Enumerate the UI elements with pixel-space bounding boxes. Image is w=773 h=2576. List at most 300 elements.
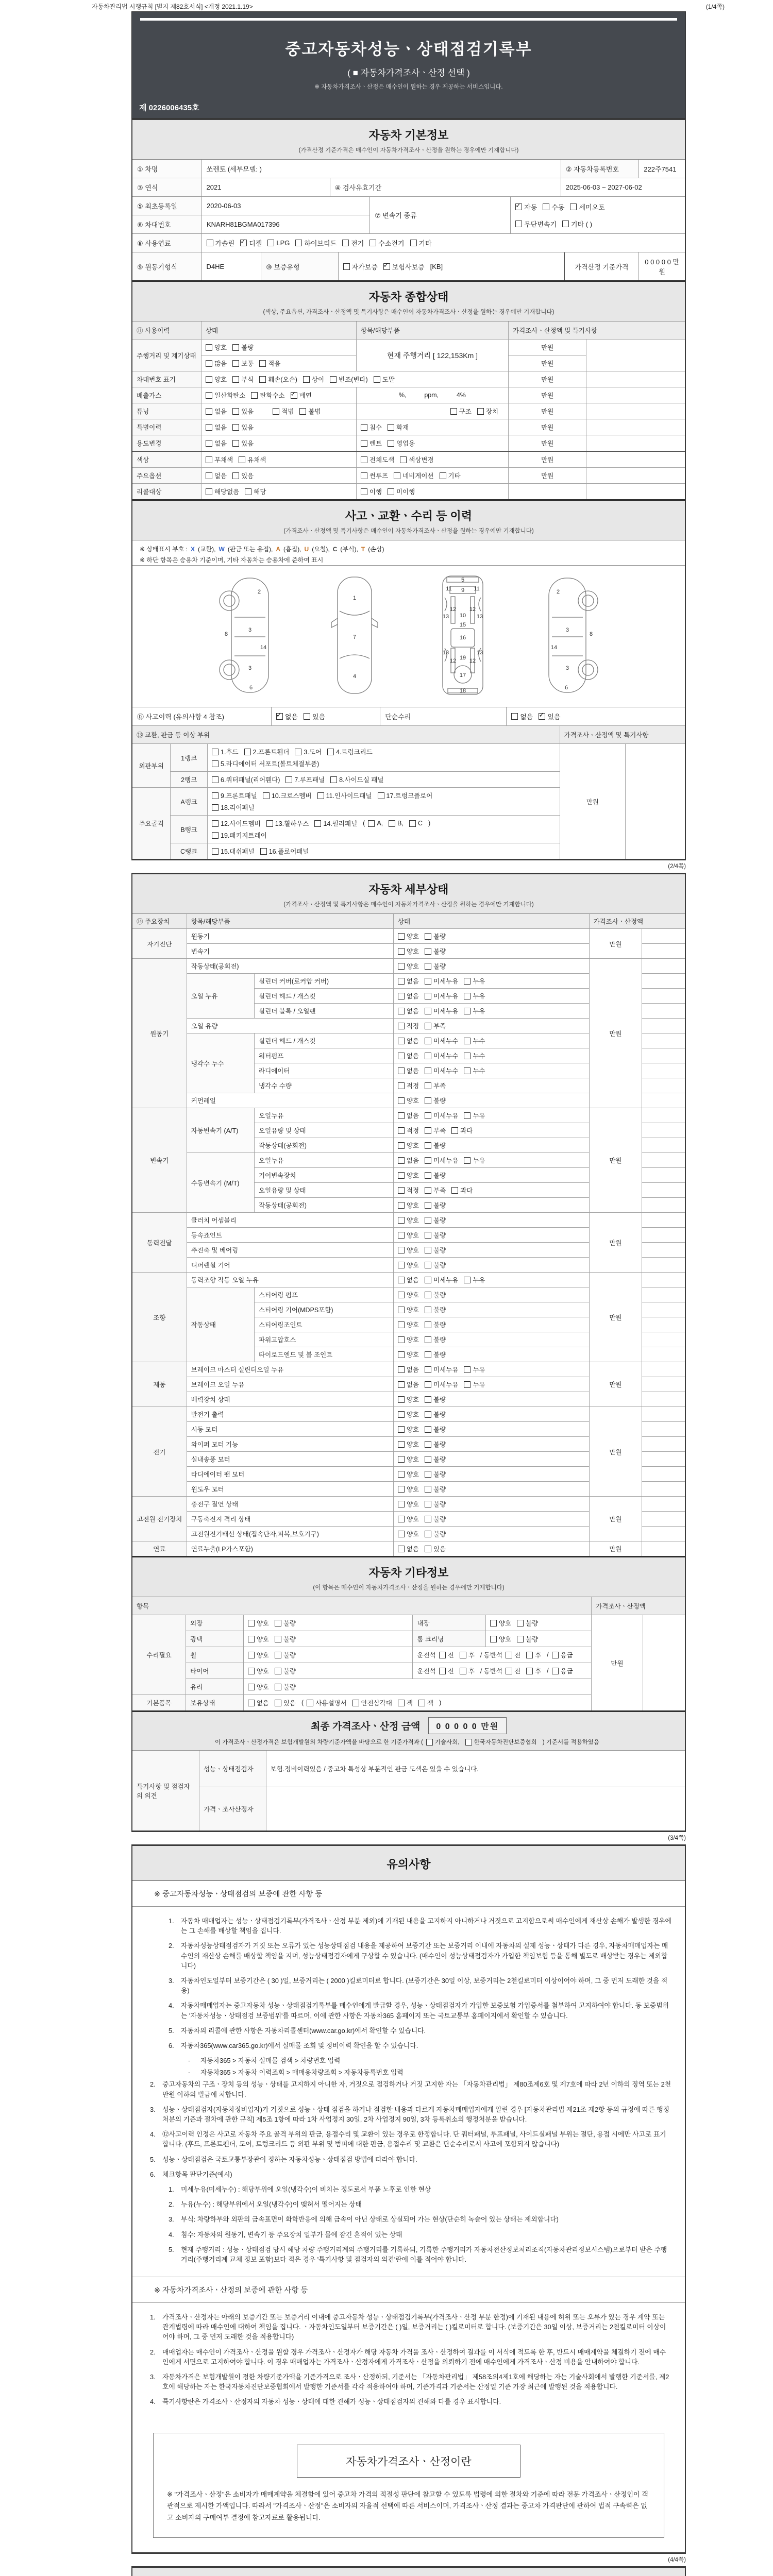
checkbox-label: 응급	[560, 1652, 573, 1659]
inspection-period-value: 2025-06-03 ~ 2027-06-02	[561, 178, 685, 196]
item-label: 변속기	[187, 944, 393, 959]
unchecked-checkbox-icon	[552, 1652, 559, 1658]
tuning-state	[201, 403, 356, 419]
checkbox-17.트렁크플로어[interactable]	[378, 791, 433, 800]
checkbox-가솔린[interactable]	[207, 238, 235, 248]
checkbox-있음[interactable]	[232, 471, 254, 480]
checkbox-양호[interactable]	[398, 1290, 419, 1299]
checkbox-전체도색[interactable]	[361, 455, 394, 464]
checkbox-있음[interactable]	[232, 422, 254, 432]
checkbox-후[interactable]	[460, 1666, 475, 1675]
checkbox-변조(변타)[interactable]	[330, 375, 368, 384]
checkbox-label: 잭	[406, 1700, 413, 1707]
checkbox-상이[interactable]	[303, 375, 324, 384]
notice-item-number: 3.	[169, 1976, 174, 1985]
checkbox-부식[interactable]	[232, 375, 254, 384]
checkbox-수소전기[interactable]	[369, 238, 404, 248]
unchecked-checkbox-icon	[425, 1082, 431, 1089]
checkbox-불량[interactable]	[425, 1200, 446, 1210]
checkbox-양호[interactable]	[398, 1245, 419, 1255]
checkbox-자동[interactable]	[515, 202, 537, 212]
checkbox-미세누유[interactable]	[425, 1156, 458, 1165]
notice-item-text: 자동차가격은 보험개발원이 정한 차량기준가액을 기준가격으로 조사ㆍ산정하되, 기준서는 「자동차관리법」 제58조의4제1호에 해당하는 자는 기술사회에서 발행한 기준서를, 제2호에 해당하는 자는 한국자동차진단보증협회에서 발행한 기준서를 각각 적용하여야 하며, 기준가격과 기준서는 산정일 기준 가장 최근에 발행된 것을 적용합니다.	[162, 2373, 669, 2391]
checkbox-15.대쉬패널[interactable]	[212, 846, 255, 856]
memo-cell	[642, 1422, 685, 1437]
checkbox-label: 누유	[473, 993, 485, 1000]
checkbox-과다[interactable]	[451, 1185, 473, 1195]
checked-checkbox-icon	[291, 392, 297, 399]
checkbox-장치[interactable]	[477, 406, 498, 416]
checkbox-무단변속기[interactable]	[515, 219, 557, 229]
checkbox-불량[interactable]	[425, 1290, 446, 1299]
unchecked-checkbox-icon	[425, 1441, 431, 1448]
checkbox-불량[interactable]	[425, 1230, 446, 1240]
checkbox-있음[interactable]	[232, 438, 254, 448]
checkbox-불량[interactable]	[425, 931, 446, 941]
checkbox-미세누유[interactable]	[425, 976, 458, 986]
checkbox-12.사이드멤버[interactable]	[212, 819, 261, 828]
checkbox-5.라디에이터 서포트(볼트체결부품)[interactable]	[212, 759, 319, 768]
checkbox-사용설명서[interactable]	[307, 1698, 346, 1707]
checkbox-불량[interactable]	[425, 1425, 446, 1434]
checkbox-불량[interactable]	[425, 1096, 446, 1105]
item-label: 오일 유량	[187, 1019, 393, 1033]
checkbox-불량[interactable]	[425, 1395, 446, 1404]
checkbox-없음[interactable]	[398, 1066, 419, 1075]
checkbox-없음[interactable]	[206, 406, 227, 416]
unchecked-checkbox-icon	[526, 1668, 533, 1674]
checkbox-7.루프패널[interactable]	[285, 775, 325, 784]
checkbox-label: 불량	[433, 1516, 446, 1523]
checkbox-label: 양호	[406, 1426, 419, 1433]
notice-item	[150, 2372, 671, 2392]
checkbox-없음[interactable]	[206, 471, 227, 480]
checkbox-불량[interactable]	[425, 1484, 446, 1494]
checkbox-미세누유[interactable]	[425, 1111, 458, 1120]
checkbox-18.리어패널[interactable]	[212, 803, 255, 812]
checkbox-양호[interactable]	[398, 1395, 419, 1404]
checkbox-누수[interactable]	[464, 1051, 485, 1060]
checkbox-양호[interactable]	[398, 961, 419, 971]
checkbox-불량[interactable]	[425, 1141, 446, 1150]
checkbox-누유[interactable]	[464, 1006, 485, 1015]
checkbox-미세누수[interactable]	[425, 1036, 458, 1045]
checkbox-LPG[interactable]	[267, 239, 290, 247]
checkbox-없음[interactable]	[206, 422, 227, 432]
unchecked-checkbox-icon	[343, 263, 350, 270]
checkbox-불량[interactable]	[425, 1245, 446, 1255]
checkbox-11.인사이드패널[interactable]	[317, 791, 372, 800]
checkbox-없음[interactable]	[398, 1006, 419, 1015]
col-usage-history: ⑪ 사용이력	[132, 321, 201, 340]
checkbox-양호[interactable]	[398, 1320, 419, 1329]
checkbox-label: 불량	[433, 1336, 446, 1344]
checkbox-양호[interactable]	[398, 1260, 419, 1269]
label: )	[428, 820, 431, 827]
checkbox-4.트렁크리드[interactable]	[327, 747, 373, 756]
checkbox-양호[interactable]	[398, 1514, 419, 1523]
checkbox-불량[interactable]	[425, 1454, 446, 1464]
checkbox-있음[interactable]	[275, 1698, 296, 1707]
checkbox-불량[interactable]	[275, 1650, 296, 1659]
header-stripe	[140, 18, 677, 21]
notice-item	[150, 2067, 671, 2077]
unchecked-checkbox-icon	[398, 1217, 405, 1224]
memo-cell	[642, 1302, 685, 1317]
unchecked-checkbox-icon	[425, 948, 431, 955]
checkbox-양호[interactable]	[398, 1335, 419, 1344]
item-label: 등속죠인트	[187, 1228, 393, 1243]
checkbox-하이브리드[interactable]	[295, 238, 337, 248]
checkbox-1.후드[interactable]	[212, 747, 239, 756]
checkbox-기타 ( )[interactable]	[562, 219, 592, 229]
checkbox-일산화탄소[interactable]	[206, 391, 245, 400]
checkbox-불량[interactable]	[425, 1439, 446, 1449]
checkbox-6.쿼터패널(리어휀다)[interactable]	[212, 775, 280, 784]
checkbox-없음[interactable]	[398, 1544, 419, 1553]
checkbox-적정[interactable]	[398, 1185, 419, 1195]
checkbox-없음[interactable]	[248, 1698, 269, 1707]
checkbox-미세누유[interactable]	[425, 991, 458, 1001]
checkbox-후[interactable]	[526, 1650, 541, 1659]
checkbox-불량[interactable]	[232, 343, 254, 352]
unchecked-checkbox-icon	[398, 1262, 405, 1268]
checkbox-양호[interactable]	[206, 375, 227, 384]
checkbox-기타[interactable]	[440, 471, 461, 480]
checkbox-미세누유[interactable]	[425, 1380, 458, 1389]
checkbox-양호[interactable]	[398, 1230, 419, 1240]
checkbox-구조[interactable]	[450, 406, 472, 416]
checkbox-2.프론트휀더[interactable]	[244, 747, 290, 756]
checkbox-양호[interactable]	[248, 1666, 269, 1675]
checkbox-양호[interactable]	[248, 1650, 269, 1659]
memo-cell	[642, 1123, 685, 1138]
checkbox-누유[interactable]	[464, 1111, 485, 1120]
checkbox-미세누유[interactable]	[425, 1006, 458, 1015]
unchecked-checkbox-icon	[299, 408, 306, 415]
checkbox-없음[interactable]	[398, 1365, 419, 1374]
checkbox-없음[interactable]	[398, 1275, 419, 1284]
checkbox-훼손(오손)[interactable]	[259, 375, 297, 384]
checkbox-label: 렌트	[369, 440, 382, 447]
checkbox-한국자동차진단보증협회[interactable]	[465, 1738, 537, 1746]
checkbox-없음[interactable]	[511, 711, 533, 721]
checkbox-없음[interactable]	[206, 438, 227, 448]
unchecked-checkbox-icon	[400, 456, 407, 463]
checkbox-label: 미세누유	[433, 1157, 459, 1164]
item-label: 실린더 헤드 / 개스킷	[255, 989, 394, 1004]
checkbox-누유[interactable]	[464, 991, 485, 1001]
unchecked-checkbox-icon	[439, 1668, 446, 1674]
final-price-label: 최종 가격조사ㆍ산정 금액	[310, 1721, 421, 1732]
checkbox-양호[interactable]	[398, 1499, 419, 1509]
checkbox-불량[interactable]	[425, 961, 446, 971]
price-cell: 만원	[589, 1108, 642, 1213]
checkbox-양호[interactable]	[398, 1096, 419, 1105]
checkbox-양호[interactable]	[398, 946, 419, 956]
checkbox-부족[interactable]	[425, 1081, 446, 1090]
checkbox-해당[interactable]	[245, 487, 266, 496]
checkbox-양호[interactable]	[490, 1618, 511, 1628]
checkbox-부족[interactable]	[425, 1185, 446, 1195]
checkbox-8.사이드실 패널[interactable]	[330, 775, 383, 784]
checkbox-label: 미세누수	[433, 1053, 459, 1060]
checkbox-적법[interactable]	[273, 406, 294, 416]
checkbox-적정[interactable]	[398, 1126, 419, 1135]
room-cleaning-state	[485, 1631, 591, 1647]
checkbox-label: 18.리어패널	[221, 804, 255, 811]
checkbox-양호[interactable]	[398, 1141, 419, 1150]
checkbox-양호[interactable]	[398, 1484, 419, 1494]
checkbox-전[interactable]	[506, 1666, 520, 1675]
checkbox-적정[interactable]	[398, 1081, 419, 1090]
checkbox-미세누유[interactable]	[425, 1365, 458, 1374]
checkbox-누유[interactable]	[464, 976, 485, 986]
checkbox-색상변경[interactable]	[400, 455, 433, 464]
checkbox-매연[interactable]	[291, 391, 312, 400]
unchecked-checkbox-icon	[425, 1112, 431, 1119]
checkbox-누수[interactable]	[464, 1066, 485, 1075]
unchecked-checkbox-icon	[398, 1038, 405, 1044]
checkbox-무채색[interactable]	[206, 455, 233, 464]
checkbox-양호[interactable]	[398, 1469, 419, 1479]
checkbox-불량[interactable]	[275, 1634, 296, 1643]
checkbox-양호[interactable]	[398, 1425, 419, 1434]
checkbox-없음[interactable]	[398, 1051, 419, 1060]
checkbox-침수[interactable]	[361, 422, 382, 432]
current-mileage: 현재 주행거리 [ 122,153Km ]	[356, 340, 508, 371]
checkbox-13.휠하우스[interactable]	[266, 819, 309, 828]
detail-table	[132, 914, 685, 1556]
checkbox-없음[interactable]	[398, 1156, 419, 1165]
checkbox-적정[interactable]	[398, 1021, 419, 1030]
checkbox-양호[interactable]	[398, 931, 419, 941]
checkbox-불량[interactable]	[425, 1514, 446, 1523]
checkbox-영업용[interactable]	[388, 438, 415, 448]
memo-cell	[642, 1377, 685, 1392]
memo-cell	[642, 1317, 685, 1332]
checkbox-화재[interactable]	[388, 422, 409, 432]
accident-history-label: ⑫ 사고이력 (유의사항 4 참조)	[137, 713, 224, 721]
checkbox-양호[interactable]	[398, 1410, 419, 1419]
notice-item	[150, 2105, 671, 2124]
checkbox-부족[interactable]	[425, 1126, 446, 1135]
checkbox-양호[interactable]	[398, 1454, 419, 1464]
checkbox-보통[interactable]	[232, 359, 254, 368]
checkbox-양호[interactable]	[206, 343, 227, 352]
unchecked-checkbox-icon	[398, 1501, 405, 1507]
notice-item-number: 2.	[169, 2200, 174, 2209]
checkbox-14.필러패널[interactable]	[314, 819, 357, 828]
checkbox-안전삼각대[interactable]	[352, 1698, 392, 1707]
checkbox-불량[interactable]	[425, 946, 446, 956]
checkbox-누유[interactable]	[464, 1380, 485, 1389]
checkbox-19.패키지트레이[interactable]	[212, 831, 267, 840]
unchecked-checkbox-icon	[361, 440, 367, 447]
checkbox-없음[interactable]	[398, 1111, 419, 1120]
checkbox-없음[interactable]	[398, 1036, 419, 1045]
checkbox-있음[interactable]	[425, 1544, 446, 1553]
item-label: 오일유량 및 상태	[255, 1183, 394, 1198]
checkbox-label: 양호	[406, 1217, 419, 1224]
memo-cell	[642, 944, 685, 959]
checkbox-양호[interactable]	[248, 1682, 269, 1691]
checkbox-미세누수[interactable]	[425, 1051, 458, 1060]
item-state-options	[393, 944, 589, 959]
checkbox-유채색[interactable]	[239, 455, 266, 464]
checkbox-과다[interactable]	[451, 1126, 473, 1135]
checkbox-A,[interactable]	[368, 820, 383, 827]
checkbox-없음[interactable]	[398, 991, 419, 1001]
page4-block	[131, 2566, 686, 2576]
checkbox-불량[interactable]	[425, 1305, 446, 1314]
checkbox-미세누유[interactable]	[425, 1275, 458, 1284]
checkbox-있음[interactable]	[232, 406, 254, 416]
checkbox-양호[interactable]	[398, 1529, 419, 1538]
unchecked-checkbox-icon	[410, 240, 417, 246]
checkbox-렌트[interactable]	[361, 438, 382, 448]
checkbox-label: 불량	[433, 1292, 446, 1299]
checkbox-양호[interactable]	[398, 1305, 419, 1314]
checkbox-B,[interactable]	[389, 820, 404, 827]
unchecked-checkbox-icon	[206, 344, 212, 351]
checkbox-양호[interactable]	[490, 1634, 511, 1643]
checkbox-label: 양호	[256, 1652, 269, 1659]
memo-cell	[586, 419, 685, 435]
checkbox-불량[interactable]	[425, 1320, 446, 1329]
exchange-header: ⑬ 교환, 판금 등 이상 부위	[132, 726, 560, 744]
checkbox-C[interactable]	[409, 820, 423, 827]
unchecked-checkbox-icon	[425, 1486, 431, 1493]
unchecked-checkbox-icon	[361, 488, 367, 495]
notice-item	[150, 2155, 671, 2164]
checkbox-label: 누수	[473, 1067, 485, 1075]
checkbox-자가보증[interactable]	[343, 262, 378, 272]
checkbox-있음[interactable]	[304, 711, 325, 721]
checkbox-전[interactable]	[439, 1666, 454, 1675]
checkbox-보험사보증[interactable]	[383, 262, 425, 272]
checkbox-있음[interactable]	[539, 711, 560, 721]
checkbox-누유[interactable]	[464, 1275, 485, 1284]
table-row	[132, 1362, 685, 1377]
checkbox-불량[interactable]	[425, 1335, 446, 1344]
checkbox-후[interactable]	[526, 1666, 541, 1675]
checkbox-수동[interactable]	[543, 202, 564, 212]
tire-label: 타이어	[186, 1663, 244, 1679]
checkbox-불량[interactable]	[425, 1410, 446, 1419]
checkbox-9.프론트패널[interactable]	[212, 791, 257, 800]
checkbox-없음[interactable]	[398, 1380, 419, 1389]
emission-values: %, ppm, 4%	[356, 387, 508, 403]
notice-item	[150, 2001, 671, 2020]
checkbox-양호[interactable]	[398, 1350, 419, 1359]
checkbox-양호[interactable]	[398, 1171, 419, 1180]
checkbox-미이행[interactable]	[388, 487, 415, 496]
checkbox-불법[interactable]	[299, 406, 321, 416]
checkbox-label: 5.라디에이터 서포트(볼트체결부품)	[221, 760, 320, 768]
price-cell: 만원	[509, 419, 586, 435]
checkbox-없음[interactable]	[398, 976, 419, 986]
checkbox-응급[interactable]	[552, 1650, 573, 1659]
notice-item-text: 자동차365(www.car365.go.kr)에서 실매물 조회 및 정비이력 확인을 할 수 있습니다.	[181, 2041, 418, 2049]
checkbox-양호[interactable]	[398, 1439, 419, 1449]
checkbox-양호[interactable]	[398, 1215, 419, 1225]
checkbox-응급[interactable]	[552, 1666, 573, 1675]
appraiser-label: 가격ㆍ조사산정자	[199, 1787, 266, 1831]
checkbox-도말[interactable]	[374, 375, 395, 384]
checkbox-디젤[interactable]	[240, 238, 262, 248]
checkbox-썬루프[interactable]	[361, 471, 388, 480]
checkbox-불량[interactable]	[425, 1260, 446, 1269]
interior-state	[485, 1615, 591, 1631]
checkbox-양호[interactable]	[248, 1634, 269, 1643]
checkbox-불량[interactable]	[275, 1682, 296, 1691]
checkbox-미세누수[interactable]	[425, 1066, 458, 1075]
checkbox-불량[interactable]	[425, 1469, 446, 1479]
checkbox-불량[interactable]	[425, 1171, 446, 1180]
checkbox-누수[interactable]	[464, 1036, 485, 1045]
label: 이 가격조사ㆍ산정가격은 보험개발원의 차량기준가액을 바탕으로 한 기준가격과 (	[215, 1739, 423, 1745]
memo-cell	[642, 1437, 685, 1452]
checkbox-기타[interactable]	[410, 238, 432, 248]
rank2-items	[208, 772, 560, 788]
checkbox-label: 해당없음	[214, 488, 240, 496]
notice-item-number: 4.	[169, 2002, 174, 2010]
unchecked-checkbox-icon	[460, 1668, 466, 1674]
checkbox-불량[interactable]	[425, 1499, 446, 1509]
checkbox-전[interactable]	[439, 1650, 454, 1659]
checkbox-많음[interactable]	[206, 359, 227, 368]
checkbox-불량[interactable]	[517, 1634, 538, 1643]
checkbox-잭[interactable]	[398, 1698, 413, 1707]
checkbox-없음[interactable]	[276, 711, 298, 721]
label: (흠집),	[283, 546, 301, 553]
checkbox-후[interactable]	[460, 1650, 475, 1659]
checkbox-세미오토[interactable]	[570, 202, 604, 212]
checkbox-네비게이션[interactable]	[394, 471, 433, 480]
checkbox-불량[interactable]	[425, 1529, 446, 1538]
checkbox-누유[interactable]	[464, 1156, 485, 1165]
checkbox-탄화수소[interactable]	[251, 391, 284, 400]
checkbox-양호[interactable]	[398, 1200, 419, 1210]
etc-table	[132, 1597, 685, 1710]
checkbox-이행[interactable]	[361, 487, 382, 496]
unchecked-checkbox-icon	[398, 1700, 405, 1706]
panel-number-13: 13	[476, 650, 483, 656]
checkbox-부족[interactable]	[425, 1021, 446, 1030]
checkbox-불량[interactable]	[275, 1666, 296, 1675]
checkbox-기술사회,[interactable]	[426, 1738, 460, 1746]
checkbox-불량[interactable]	[425, 1350, 446, 1359]
checkbox-불량[interactable]	[275, 1618, 296, 1628]
checkbox-잭[interactable]	[418, 1698, 433, 1707]
checkbox-불량[interactable]	[517, 1618, 538, 1628]
checkbox-불량[interactable]	[425, 1215, 446, 1225]
item-label: 작동상태(공회전)	[255, 1138, 394, 1153]
checkbox-16.플로어패널[interactable]	[260, 846, 309, 856]
item-label: 오일누유	[255, 1153, 394, 1168]
checkbox-전[interactable]	[506, 1650, 520, 1659]
checkbox-3.도어[interactable]	[295, 747, 322, 756]
checkbox-양호[interactable]	[248, 1618, 269, 1628]
checkbox-적음[interactable]	[259, 359, 280, 368]
checkbox-전기[interactable]	[342, 238, 364, 248]
memo-cell	[586, 484, 685, 500]
checkbox-해당없음[interactable]	[206, 487, 239, 496]
checkbox-label: 양호	[406, 1516, 419, 1523]
checkbox-누유[interactable]	[464, 1365, 485, 1374]
checkbox-10.크로스멤버[interactable]	[263, 791, 312, 800]
